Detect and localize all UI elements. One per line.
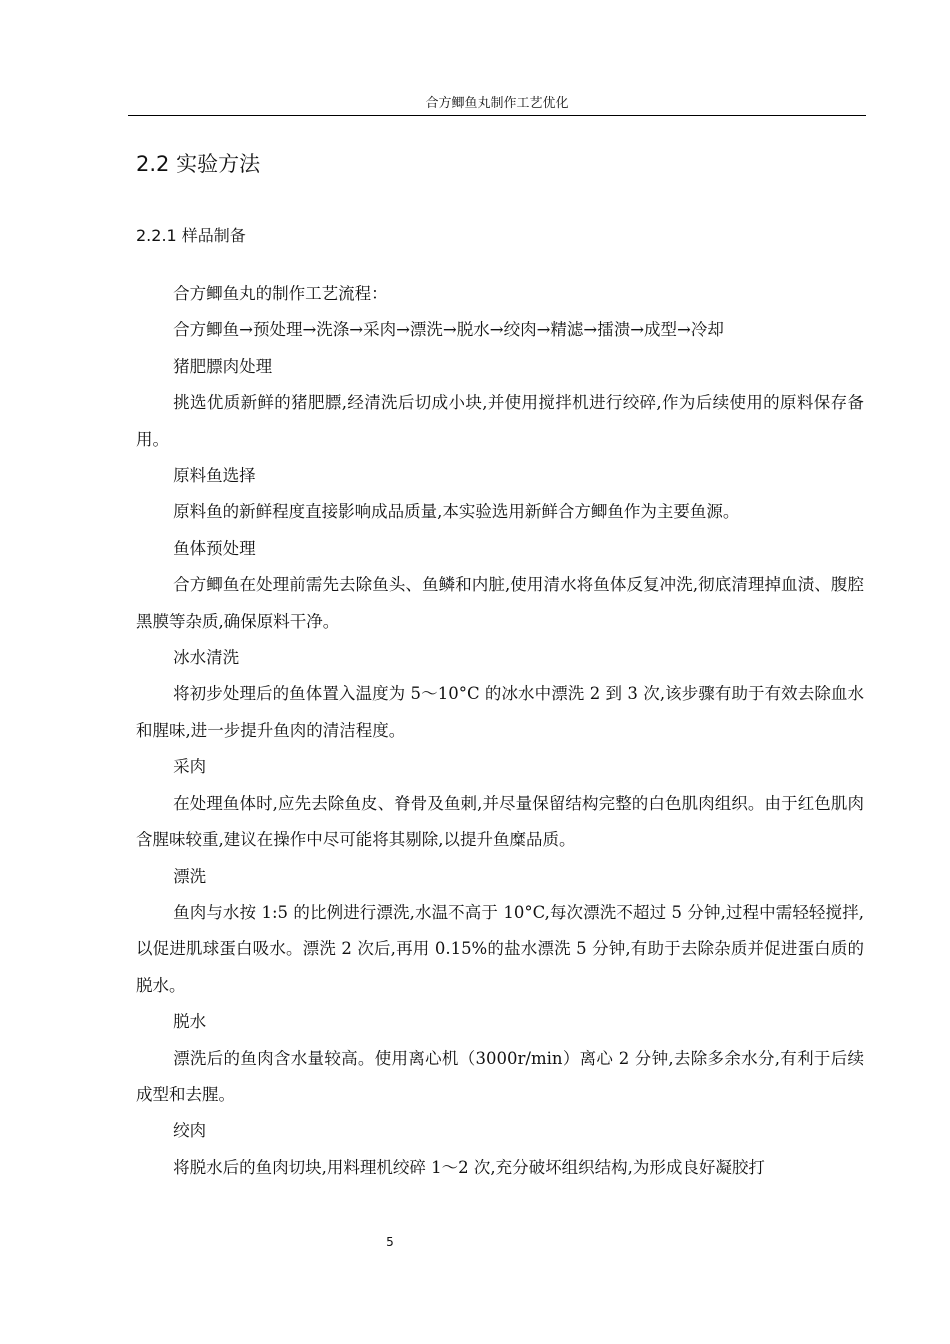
paragraph-pretreatment: 合方鲫鱼在处理前需先去除鱼头、鱼鳞和内脏,使用清水将鱼体反复冲洗,彻底清理掉血渍、腹腔黑膜等杂质,确保原料干净。 [136,575,864,631]
running-header: 合方鲫鱼丸制作工艺优化 [128,92,866,116]
paragraph-fish-selection: 原料鱼的新鲜程度直接影响成品质量,本实验选用新鲜合方鲫鱼作为主要鱼源。 [173,502,740,522]
step-heading-mincing: 绞肉 [173,1121,207,1141]
step-heading-pork-fat: 猪肥膘肉处理 [173,356,273,376]
step-heading-meat-collection: 采肉 [173,757,207,777]
paragraph-ice-wash: 将初步处理后的鱼体置入温度为 5～10°C 的冰水中漂洗 2 到 3 次,该步骤有助于有效去除血水和腥味,进一步提升鱼肉的清洁程度。 [136,684,864,740]
paragraph-meat-collection: 在处理鱼体时,应先去除鱼皮、脊骨及鱼刺,并尽量保留结构完整的白色肌肉组织。由于红色肌肉含腥味较重,建议在操作中尽可能将其剔除,以提升鱼糜品质。 [136,793,864,850]
section-heading: 2.2 实验方法 [136,152,261,176]
step-heading-pretreatment: 鱼体预处理 [173,538,256,558]
subsection-heading: 2.2.1 样品制备 [136,226,246,245]
step-heading-ice-wash: 冰水清洗 [173,648,240,668]
paragraph-dehydration: 漂洗后的鱼肉含水量较高。使用离心机（3000r/min）离心 2 分钟,去除多余水分,有利于后续成型和去腥。 [136,1048,864,1104]
step-heading-rinsing: 漂洗 [173,866,207,886]
paragraph-rinsing: 鱼肉与水按 1:5 的比例进行漂洗,水温不高于 10°C,每次漂洗不超过 5 分钟,过程中需轻轻搅拌,以促进肌球蛋白吸水。漂洗 2 次后,再用 0.15%的盐水漂洗 5 分钟,有助于去除杂质并促进蛋白质的脱水。 [136,902,864,995]
body-text [136,276,864,1186]
paragraph-process-flow: 合方鲫鱼→预处理→洗涤→采肉→漂洗→脱水→绞肉→精滤→擂溃→成型→冷却 [173,320,724,340]
paragraph-process-intro: 合方鲫鱼丸的制作工艺流程： [173,284,388,303]
paragraph-pork-fat: 挑选优质新鲜的猪肥膘,经清洗后切成小块,并使用搅拌机进行绞碎,作为后续使用的原料保存备用。 [136,393,864,449]
page-number: 5 [386,1235,394,1249]
paragraph-mincing: 将脱水后的鱼肉切块,用料理机绞碎 1～2 次,充分破坏组织结构,为形成良好凝胶打 [173,1157,765,1177]
step-heading-dehydration: 脱水 [173,1012,207,1032]
step-heading-fish-selection: 原料鱼选择 [173,466,256,486]
